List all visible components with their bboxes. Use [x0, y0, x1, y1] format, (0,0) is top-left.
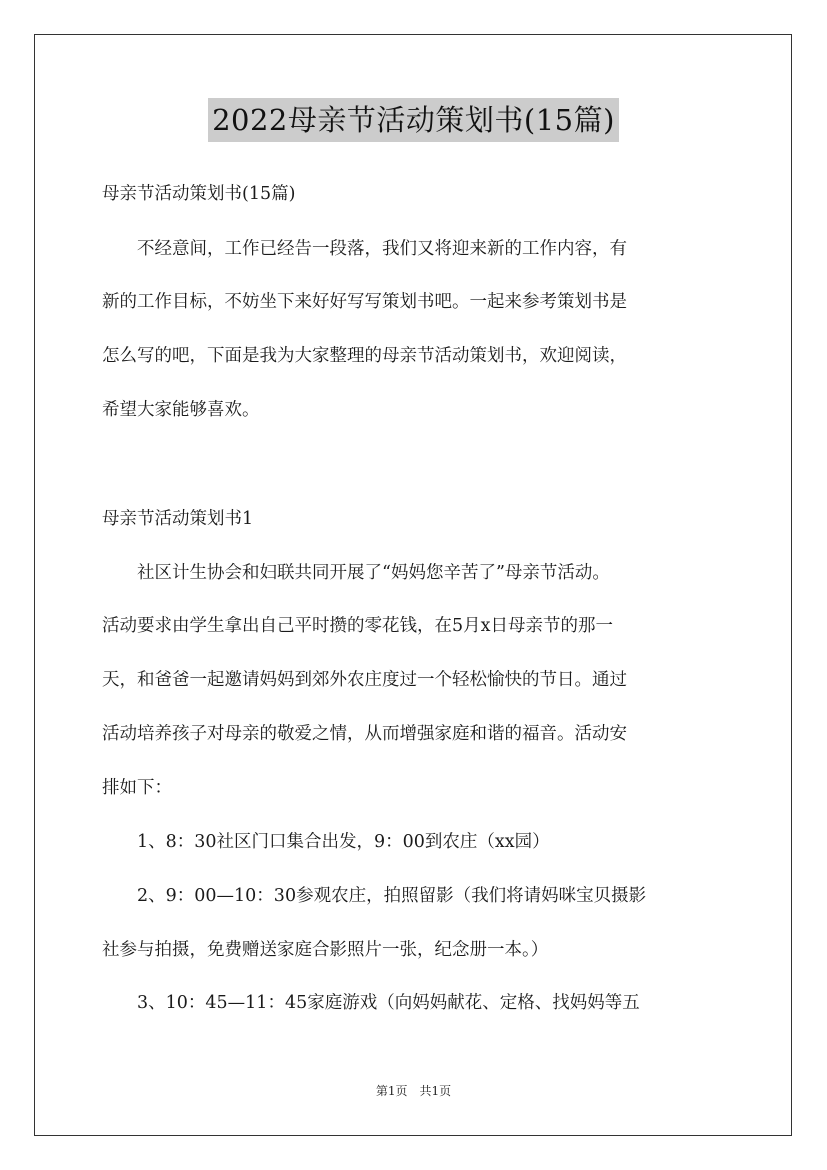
section-heading: 母亲节活动策划书1: [102, 509, 254, 529]
body-line: 3、10：45—11：45家庭游戏（向妈妈献花、定格、找妈妈等五: [102, 993, 640, 1013]
body-line: 社参与拍摄，免费赠送家庭合影照片一张，纪念册一本。）: [102, 940, 549, 960]
intro-line: 新的工作目标，不妨坐下来好好写写策划书吧。一起来参考策划书是: [102, 292, 627, 312]
intro-line: 希望大家能够喜欢。: [102, 400, 260, 420]
body-line: 活动要求由学生拿出自己平时攒的零花钱，在5月x日母亲节的那一: [102, 616, 614, 636]
title-container: [0, 98, 827, 142]
intro-line: 不经意间，工作已经告一段落，我们又将迎来新的工作内容，有: [102, 239, 627, 259]
body-line: 社区计生协会和妇联共同开展了“妈妈您辛苦了”母亲节活动。: [102, 563, 610, 583]
body-line: 天，和爸爸一起邀请妈妈到郊外农庄度过一个轻松愉快的节日。通过: [102, 670, 627, 690]
document-title: 2022母亲节活动策划书(15篇): [208, 98, 619, 142]
document-subtitle: 母亲节活动策划书(15篇): [102, 184, 296, 204]
body-line: 1、8：30社区门口集合出发，9：00到农庄（xx园）: [102, 832, 550, 852]
intro-line: 怎么写的吧，下面是我为大家整理的母亲节活动策划书，欢迎阅读，: [102, 346, 627, 366]
body-line: 2、9：00—10：30参观农庄，拍照留影（我们将请妈咪宝贝摄影: [102, 886, 647, 906]
body-line: 活动培养孩子对母亲的敬爱之情，从而增强家庭和谐的福音。活动安: [102, 724, 627, 744]
page-footer: 第1页 共1页: [375, 1084, 452, 1098]
body-line: 排如下：: [102, 778, 172, 798]
